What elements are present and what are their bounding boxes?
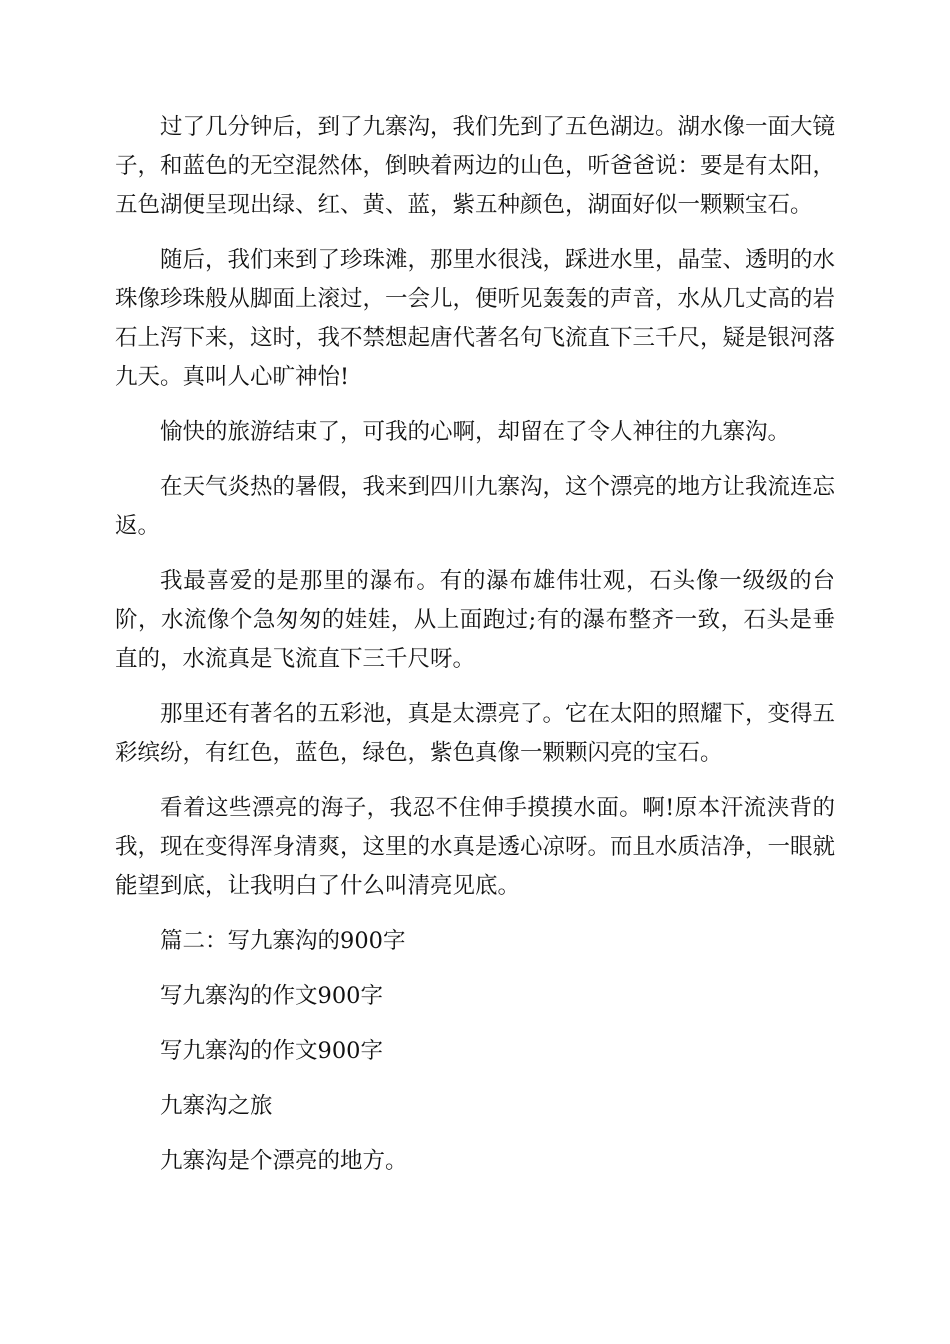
essay-subtitle: 九寨沟之旅 — [160, 1093, 273, 1119]
paragraph-waterfalls: 我最喜爱的是那里的瀑布。有的瀑布雄伟壮观，石头像一级级的台阶，水流像个急匆匆的娃娃，从上面跑过;有的瀑布整齐一致，石头是垂直的，水流真是飞流直下三千尺呀。 — [115, 568, 835, 672]
paragraph-clear-water: 看着这些漂亮的海子，我忍不住伸手摸摸水面。啊!原本汗流浃背的我，现在变得浑身清爽，这里的水真是透心凉呀。而且水质洁净，一眼就能望到底，让我明白了什么叫清亮见底。 — [115, 795, 836, 899]
paragraph-summer-visit: 在天气炎热的暑假，我来到四川九寨沟，这个漂亮的地方让我流连忘返。 — [115, 474, 836, 539]
document-body — [115, 108, 835, 1197]
paragraph-trip-end: 愉快的旅游结束了，可我的心啊，却留在了令人神往的九寨沟。 — [160, 419, 791, 445]
section-heading: 篇二：写九寨沟的900字 — [160, 928, 406, 954]
paragraph-wucai-pool: 那里还有著名的五彩池，真是太漂亮了。它在太阳的照耀下，变得五彩缤纷，有红色，蓝色，绿色，紫色真像一颗颗闪亮的宝石。 — [115, 701, 836, 766]
essay-title-1: 写九寨沟的作文900字 — [160, 983, 383, 1009]
paragraph-wucai-lake: 过了几分钟后，到了九寨沟，我们先到了五色湖边。湖水像一面大镜子，和蓝色的无空混然体，倒映着两边的山色，听爸爸说：要是有太阳，五色湖便呈现出绿、红、黄、蓝，紫五种颜色，湖面好似一颗颗宝石。 — [115, 114, 836, 218]
essay-title-2: 写九寨沟的作文900字 — [160, 1038, 383, 1064]
paragraph-pearl-beach: 随后，我们来到了珍珠滩，那里水很浅，踩进水里，晶莹、透明的水珠像珍珠般从脚面上滚过，一会儿，便听见轰轰的声音，水从几丈高的岩石上泻下来，这时，我不禁想起唐代著名句飞流直下三千尺，疑是银河落九天。真叫人心旷神怡! — [115, 247, 836, 390]
paragraph-opening-line: 九寨沟是个漂亮的地方。 — [160, 1148, 408, 1174]
